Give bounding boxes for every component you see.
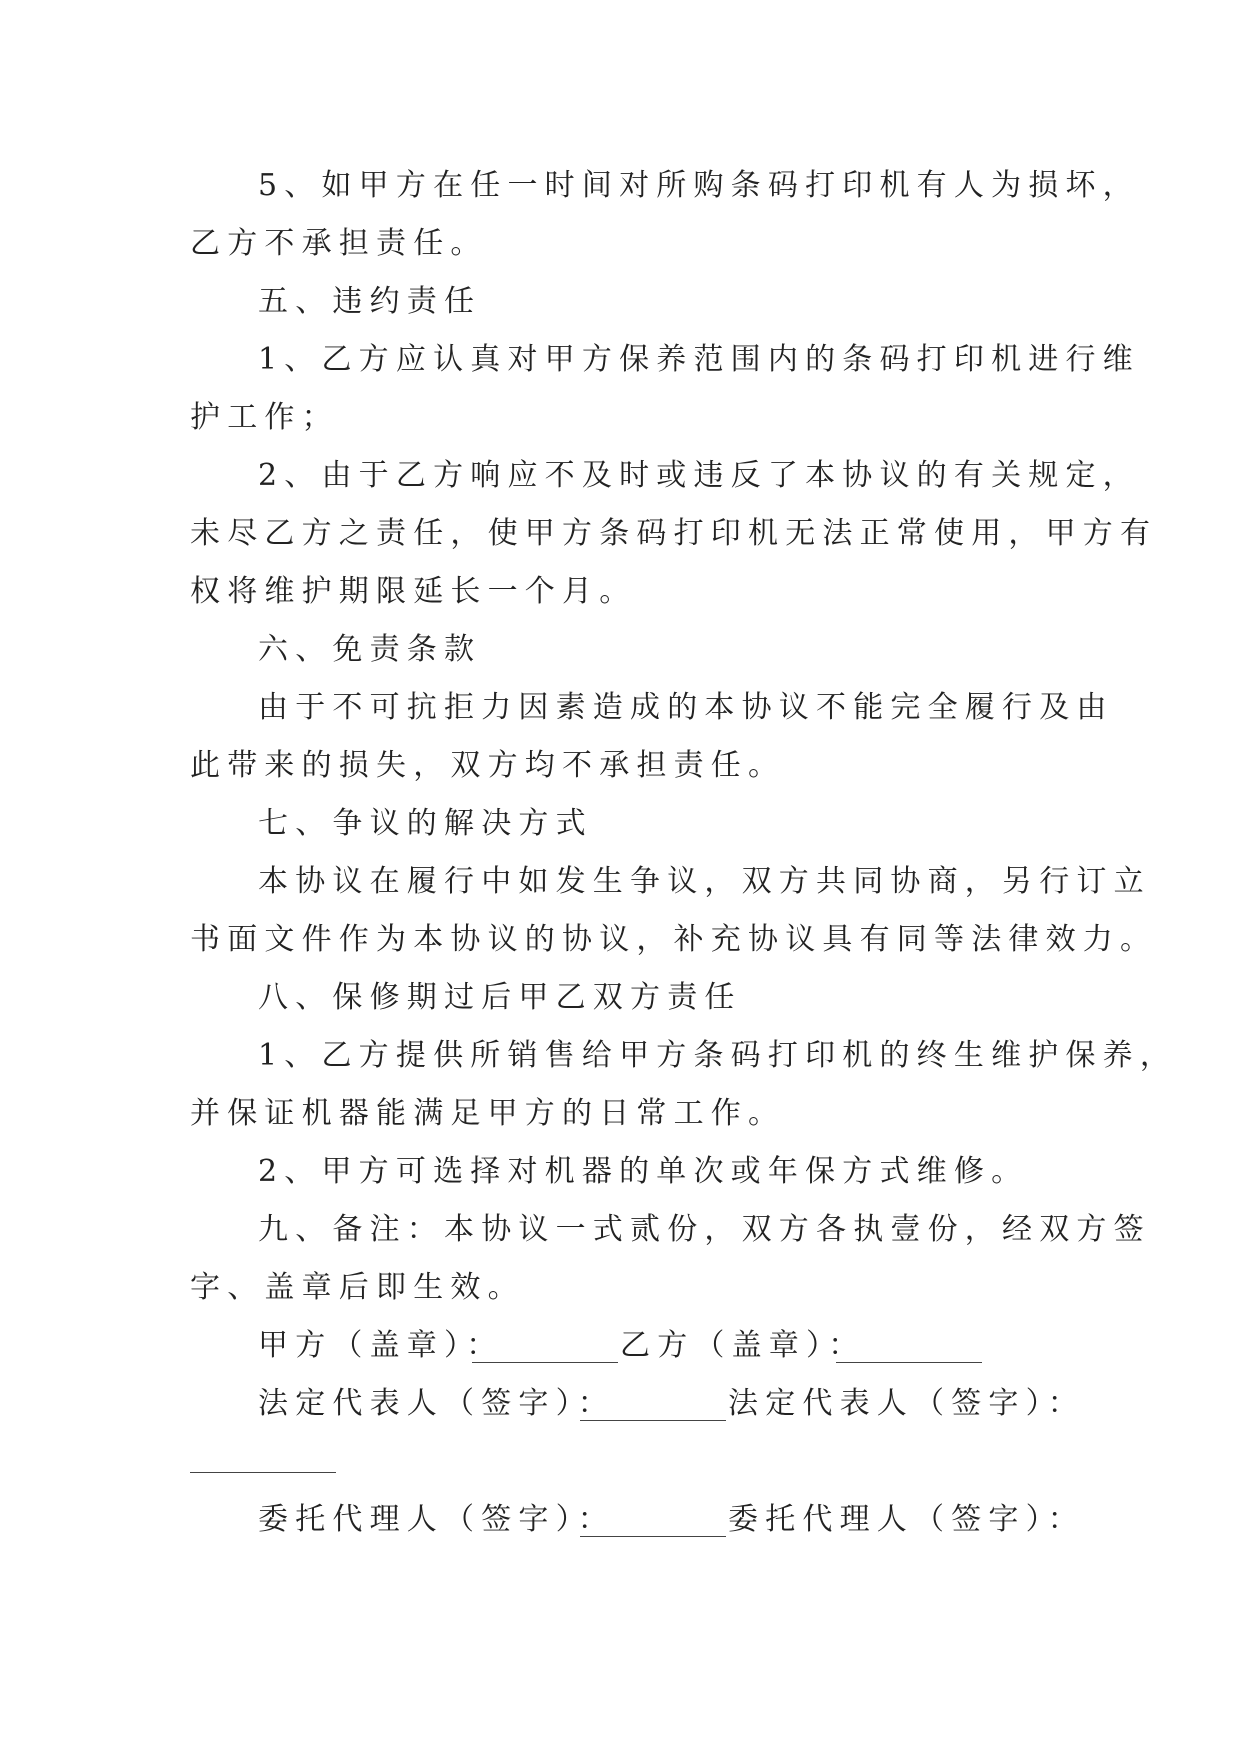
agent-a-blank xyxy=(580,1536,726,1537)
section-heading: 六、免责条款 xyxy=(258,632,482,667)
party-a-seal-label: 甲方（盖章）： xyxy=(258,1328,504,1363)
section-heading: 五、违约责任 xyxy=(258,284,482,319)
paragraph-line: 5、如甲方在任一时间对所购条码打印机有人为损坏， xyxy=(258,168,1140,203)
legal-rep-b-blank xyxy=(190,1472,336,1473)
paragraph-line: 1、乙方应认真对甲方保养范围内的条码打印机进行维 xyxy=(258,342,1140,377)
paragraph-line: 权将维护期限延长一个月。 xyxy=(190,574,637,609)
agent-a-label: 委托代理人（签字）： xyxy=(258,1502,615,1537)
paragraph-line: 字、盖章后即生效。 xyxy=(190,1270,525,1305)
paragraph-line: 2、由于乙方响应不及时或违反了本协议的有关规定， xyxy=(258,458,1140,493)
paragraph-line: 由于不可抗拒力因素造成的本协议不能完全履行及由 xyxy=(258,690,1114,725)
party-b-seal-label: 乙方（盖章）： xyxy=(620,1328,866,1363)
paragraph-line: 此带来的损失，双方均不承担责任。 xyxy=(190,748,786,783)
section-heading: 七、争议的解决方式 xyxy=(258,806,593,841)
section-heading: 八、保修期过后甲乙双方责任 xyxy=(258,980,742,1015)
paragraph-line: 书面文件作为本协议的协议，补充协议具有同等法律效力。 xyxy=(190,922,1158,957)
legal-rep-a-blank xyxy=(580,1420,726,1421)
paragraph-line: 九、备注：本协议一式贰份，双方各执壹份，经双方签 xyxy=(258,1212,1151,1247)
party-a-seal-blank xyxy=(472,1362,618,1363)
legal-rep-a-label: 法定代表人（签字）： xyxy=(258,1386,615,1421)
paragraph-line: 护工作； xyxy=(190,400,339,435)
agent-b-label: 委托代理人（签字）： xyxy=(728,1502,1085,1537)
legal-rep-b-label: 法定代表人（签字）： xyxy=(728,1386,1085,1421)
paragraph-line: 乙方不承担责任。 xyxy=(190,226,488,261)
paragraph-line: 并保证机器能满足甲方的日常工作。 xyxy=(190,1096,786,1131)
paragraph-line: 未尽乙方之责任，使甲方条码打印机无法正常使用，甲方有 xyxy=(190,516,1158,551)
paragraph-line: 1、乙方提供所销售给甲方条码打印机的终生维护保养， xyxy=(258,1038,1178,1073)
paragraph-line: 2、甲方可选择对机器的单次或年保方式维修。 xyxy=(258,1154,1029,1189)
paragraph-line: 本协议在履行中如发生争议，双方共同协商，另行订立 xyxy=(258,864,1151,899)
party-b-seal-blank xyxy=(836,1362,982,1363)
